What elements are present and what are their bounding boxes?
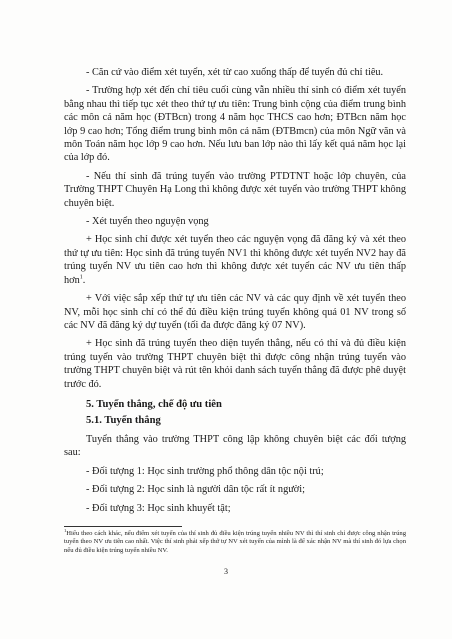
paragraph-tuyen-thang-chuyen-biet: + Học sinh đã trúng tuyển theo diện tuyển thẳng, nếu có thí và đủ điều kiện trúng tuyển vào trường THPT chuyên biệt thì được công nhận trúng tuyển vào trường THPT chuyên biệt và rút tên khỏi danh sách tuyển thẳng đã được phê duyệt trước đó. xyxy=(64,338,406,390)
paragraph-nguyen-vong-dang-ky xyxy=(64,233,406,287)
list-item-doi-tuong-3: - Đối tượng 3: Học sinh khuyết tật; xyxy=(86,502,231,514)
section-heading-5: 5. Tuyển thẳng, chế độ ưu tiên xyxy=(86,398,222,410)
paragraph-xet-tuyen-nguyen-vong: - Xét tuyển theo nguyện vọng xyxy=(86,216,209,228)
paragraph-nguyen-vong-end: . xyxy=(82,274,86,286)
tuyen-thang-intro: Tuyển thẳng vào trường THPT công lập không chuyên biệt các đối tượng sau: xyxy=(64,433,406,459)
footnote-mark: 1 xyxy=(64,527,67,533)
footnote-reference[interactable]: 1 xyxy=(79,274,83,281)
page-number: 3 xyxy=(224,567,228,576)
paragraph-sap-xep-nv: + Với việc sắp xếp thứ tự ưu tiên các NV và các quy định về xét tuyển theo NV, mỗi học sinh chỉ có thể đủ điều kiện trúng tuyển không quá 01 NV trong số các NV đã đăng ký dự tuyển (tối đa được đăng ký 07 NV). xyxy=(64,293,406,331)
paragraph-nguyen-vong-text: + Học sinh chỉ được xét tuyển theo các nguyện vọng đã đăng ký và xét theo thứ tự ưu tiên: Học sinh đã trúng tuyển NV1 thì không được xét tuyển NV2 hay đã trúng tuyển NV ưu tiên cao hơn thì không được xét tuyển các NV ưu tiên thấp hơn xyxy=(64,234,406,286)
paragraph-thu-tu-uu-tien: - Trường hợp xét đến chỉ tiêu cuối cùng vẫn nhiều thí sinh có điểm xét tuyển bằng nhau thì tiếp tục xét theo thứ tự ưu tiên: Trung bình cộng của điểm trung bình các môn cả năm học (ĐTBcn) trong 4 năm học THCS cao hơn; ĐTBcn năm học lớp 9 cao hơn; Tổng điểm trung bình môn cả năm (ĐTBmcn) của môn Ngữ văn và môn Toán năm học lớp 9 cao hơn. Nếu lưu ban lớp nào thì lấy kết quả năm học lại của lớp đó. xyxy=(64,85,406,164)
section-heading-5-1: 5.1. Tuyển thẳng xyxy=(86,414,161,426)
paragraph-truong-chuyen: - Nếu thí sinh đã trúng tuyển vào trường PTDTNT hoặc lớp chuyên, của Trường THPT Chuyên Hạ Long thì không được xét tuyển vào trường THPT không chuyên biệt. xyxy=(64,170,406,209)
list-item-doi-tuong-2: - Đối tượng 2: Học sinh là người dân tộc rất ít người; xyxy=(86,484,305,496)
footnote-text: Hiểu theo cách khác, nếu điểm xét tuyển của thí sinh đủ điều kiện trúng tuyển nhiều NV thì thí sinh chỉ được công nhận trúng tuyển theo NV ưu tiên cao nhất. Việc thí sinh phải xếp thứ tự NV xét tuyển của mình là để xác nhận NV mà thí sinh đó lựa chọn nếu đủ điều kiện trúng tuyển nhiều NV. xyxy=(64,530,406,554)
footnote-divider xyxy=(64,526,182,527)
paragraph-diem-xet-tuyen: - Căn cứ vào điểm xét tuyển, xét từ cao xuống thấp để tuyển đủ chỉ tiêu. xyxy=(86,67,384,78)
footnote xyxy=(64,527,406,555)
list-item-doi-tuong-1: - Đối tượng 1: Học sinh trường phổ thông dân tộc nội trú; xyxy=(86,465,324,477)
